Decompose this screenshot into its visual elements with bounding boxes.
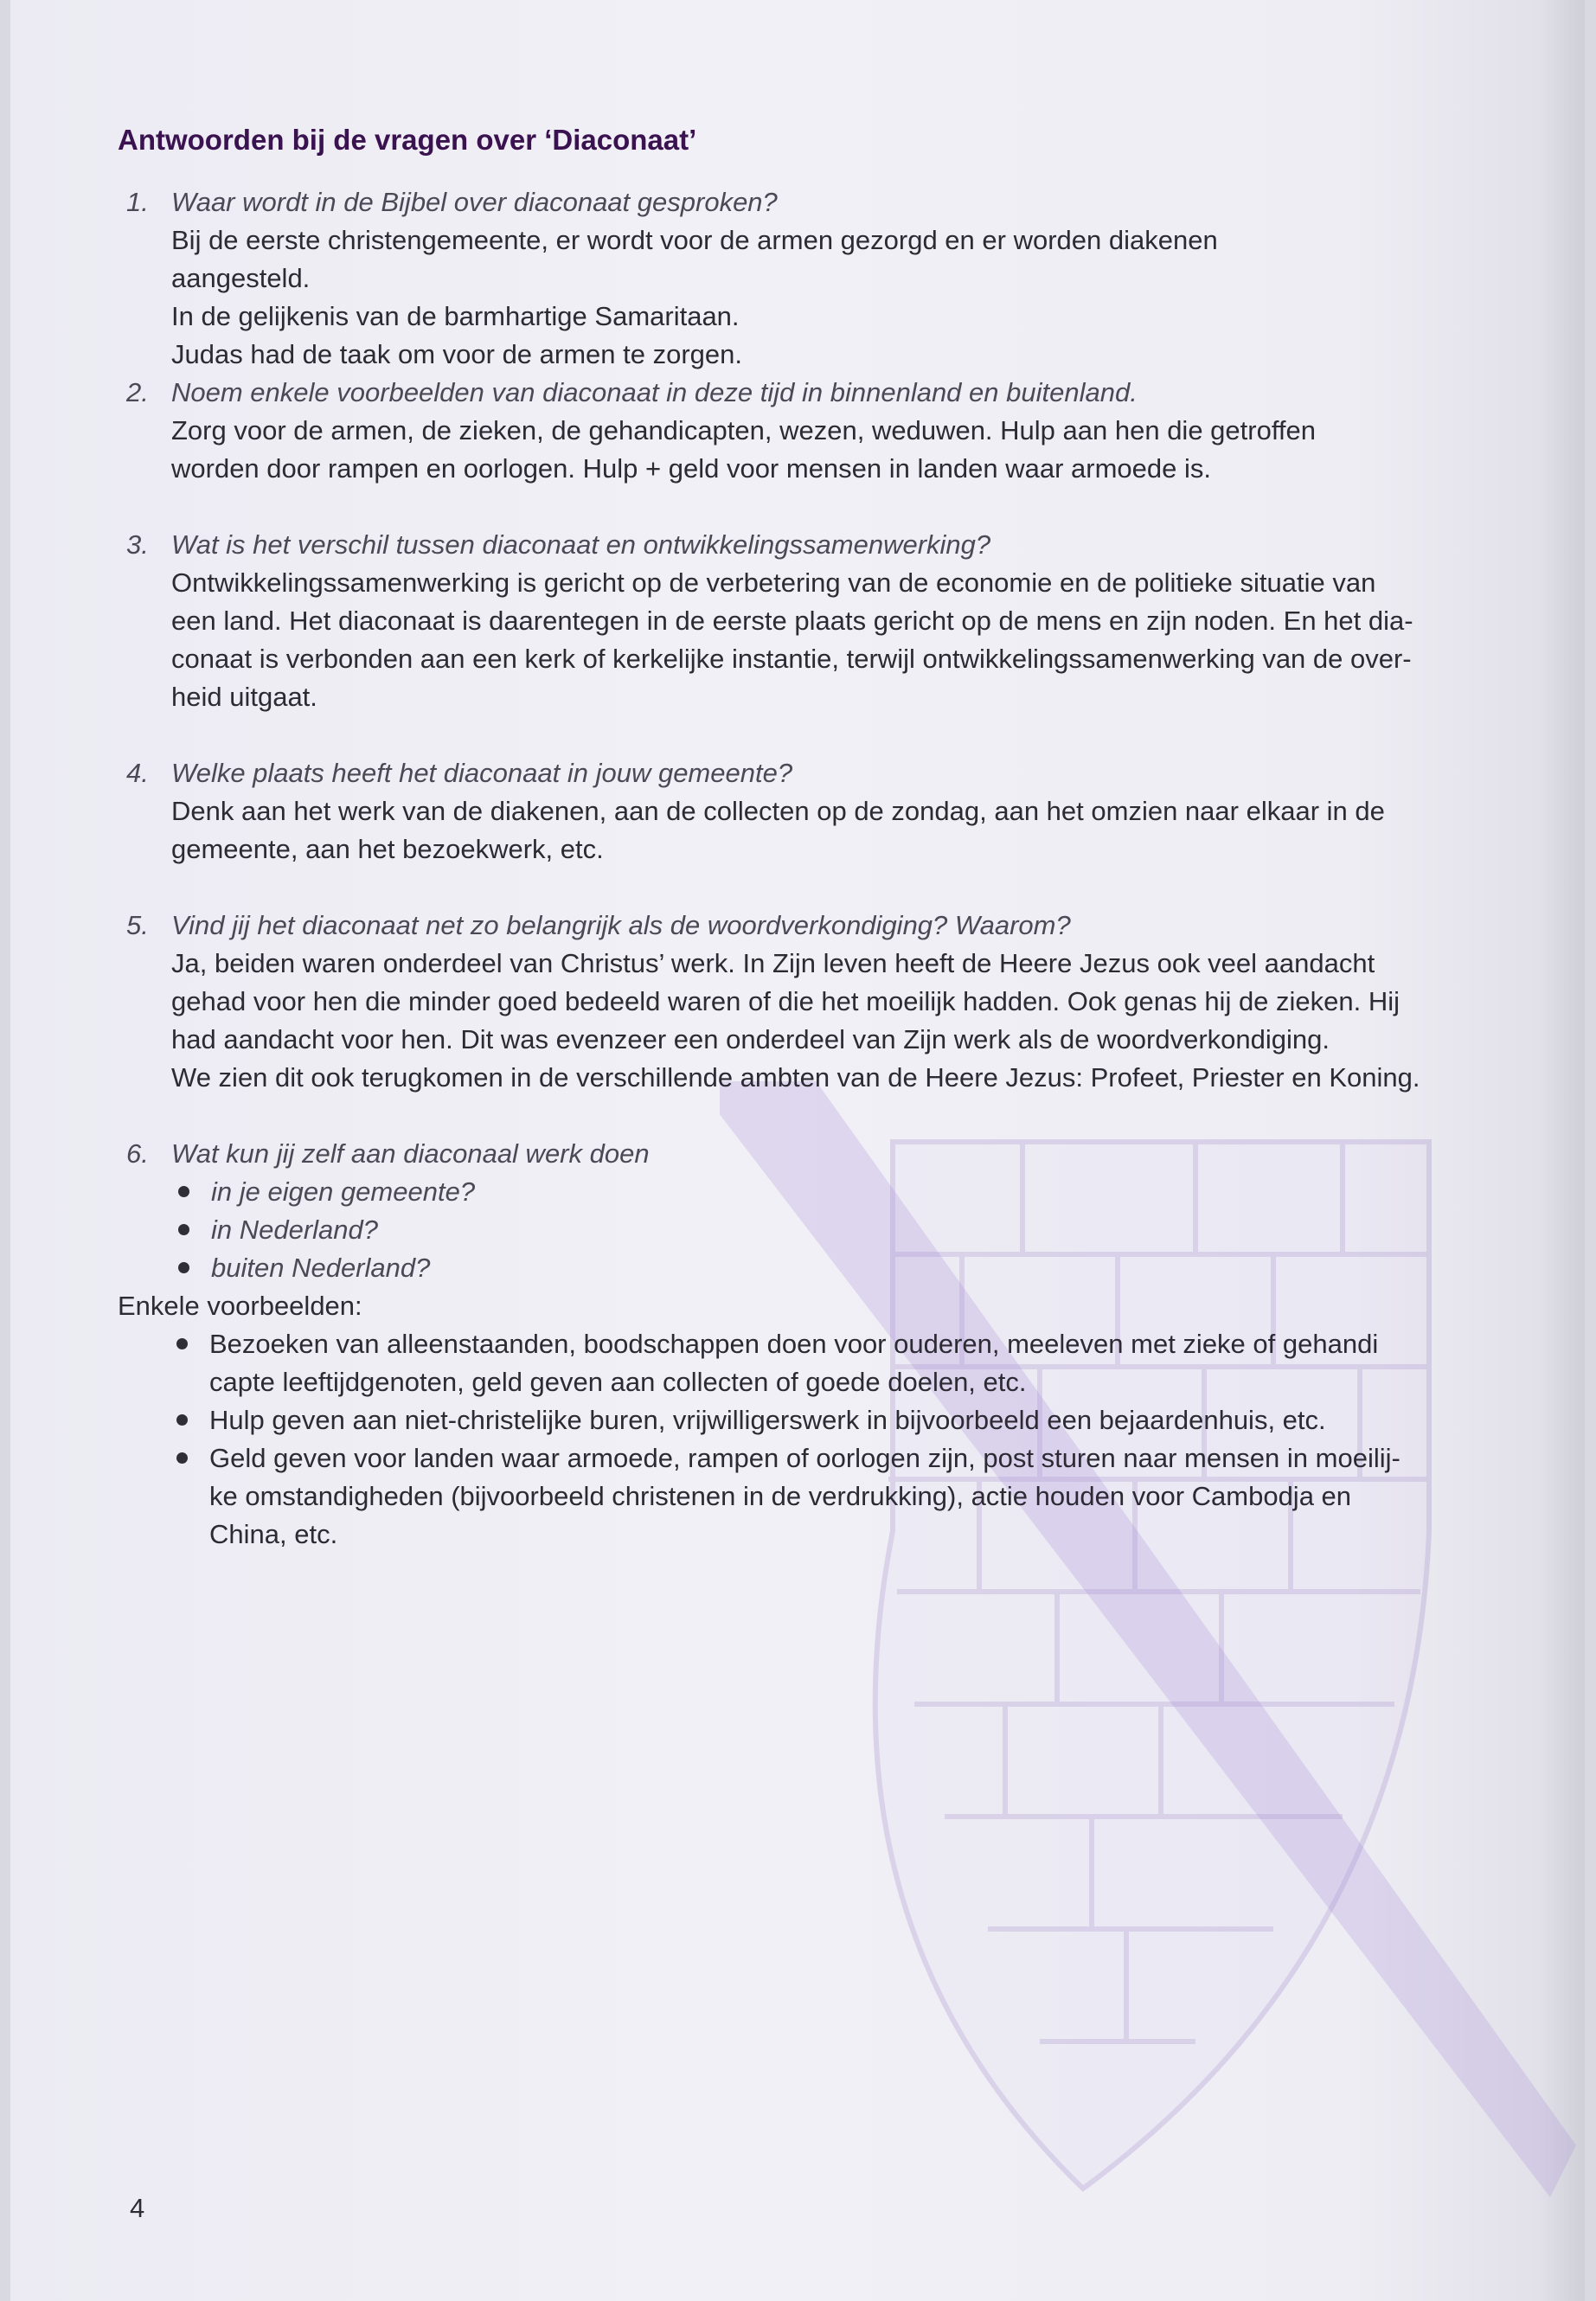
- list-item: [171, 1173, 1467, 1211]
- sub-question-text: in je eigen gemeente?: [211, 1176, 476, 1207]
- item-number: 2.: [126, 377, 149, 407]
- list-item: [171, 1249, 1467, 1287]
- answer-line: gemeente, aan het bezoekwerk, etc.: [171, 834, 604, 864]
- answer-line: worden door rampen en oorlogen. Hulp + geld voor mensen in landen waar armoede is.: [171, 453, 1211, 484]
- page-number: 4: [130, 2193, 145, 2223]
- answer-item-3: [118, 526, 1467, 716]
- item-number: 5.: [126, 910, 149, 940]
- sub-question-text: buiten Nederland?: [211, 1253, 431, 1283]
- answer-line: heid uitgaat.: [171, 682, 317, 712]
- answer-line: We zien dit ook terugkomen in de verschillende ambten van de Heere Jezus: Profeet, Priester en Koning.: [171, 1062, 1420, 1093]
- answer-line: Ontwikkelingssamenwerking is gericht op de verbetering van de economie en de politieke situatie van: [171, 567, 1376, 598]
- question-text: Wat is het verschil tussen diaconaat en ontwikkelingssamenwerking?: [171, 529, 991, 560]
- example-line: Hulp geven aan niet-christelijke buren, vrijwilligerswerk in bijvoorbeeld een bejaardenhuis, etc.: [209, 1405, 1326, 1435]
- answers-content: [118, 121, 1467, 1554]
- list-item: [171, 1211, 1467, 1249]
- answer-item-1: [118, 183, 1467, 374]
- example-line: China, etc.: [209, 1519, 338, 1549]
- item-number: 4.: [126, 758, 149, 788]
- answer-item-4: [118, 754, 1467, 868]
- bullet-icon: [178, 1262, 189, 1273]
- examples-list: [118, 1325, 1467, 1554]
- answer-line: een land. Het diaconaat is daarentegen in de eerste plaats gericht op de mens en zijn noden. En het dia-: [171, 606, 1413, 636]
- example-line: Bezoeken van alleenstaanden, boodschappen doen voor ouderen, meeleven met zieke of gehandi: [209, 1329, 1379, 1359]
- answer-line: Denk aan het werk van de diakenen, aan de collecten op de zondag, aan het omzien naar elkaar in de: [171, 796, 1385, 826]
- answer-line: Ja, beiden waren onderdeel van Christus’ werk. In Zijn leven heeft de Heere Jezus ook veel aandacht: [171, 948, 1375, 978]
- answer-line: had aandacht voor hen. Dit was evenzeer een onderdeel van Zijn werk als de woordverkondiging.: [171, 1024, 1330, 1054]
- examples-label: Enkele voorbeelden:: [118, 1291, 362, 1321]
- example-line: Geld geven voor landen waar armoede, rampen of oorlogen zijn, post sturen naar mensen in moeilij-: [209, 1443, 1401, 1473]
- answer-line: conaat is verbonden aan een kerk of kerkelijke instantie, terwijl ontwikkelingssamenwerking van de over-: [171, 644, 1412, 674]
- page-title: Antwoorden bij de vragen over ‘Diaconaat’: [118, 124, 697, 156]
- sub-question-list: [171, 1173, 1467, 1287]
- answer-line: Bij de eerste christengemeente, er wordt voor de armen gezorgd en er worden diakenen: [171, 225, 1218, 255]
- example-line: ke omstandigheden (bijvoorbeeld christenen in de verdrukking), actie houden voor Cambodja en: [209, 1481, 1352, 1511]
- answer-item-2: [118, 374, 1467, 488]
- question-text: Wat kun jij zelf aan diaconaal werk doen: [171, 1138, 650, 1169]
- answer-line: gehad voor hen die minder goed bedeeld waren of die het moeilijk hadden. Ook genas hij de zieken. Hij: [171, 986, 1401, 1016]
- item-number: 6.: [126, 1138, 149, 1169]
- question-text: Noem enkele voorbeelden van diaconaat in deze tijd in binnenland en buitenland.: [171, 377, 1138, 407]
- example-line: capte leeftijdgenoten, geld geven aan collecten of goede doelen, etc.: [209, 1367, 1027, 1397]
- item-number: 3.: [126, 529, 149, 560]
- answer-line: In de gelijkenis van de barmhartige Samaritaan.: [171, 301, 740, 331]
- answer-item-5: [118, 907, 1467, 1097]
- bullet-icon: [176, 1338, 188, 1349]
- list-item: [118, 1401, 1467, 1439]
- bullet-icon: [176, 1452, 188, 1464]
- list-item: [118, 1325, 1467, 1401]
- sub-question-text: in Nederland?: [211, 1215, 379, 1245]
- page: [10, 0, 1585, 2301]
- bullet-icon: [178, 1186, 189, 1197]
- item-number: 1.: [126, 187, 149, 217]
- bullet-icon: [178, 1224, 189, 1235]
- answer-line: Zorg voor de armen, de zieken, de gehandicapten, wezen, weduwen. Hulp aan hen die getroffen: [171, 415, 1316, 445]
- list-item: [118, 1439, 1467, 1554]
- question-text: Welke plaats heeft het diaconaat in jouw gemeente?: [171, 758, 793, 788]
- question-text: Vind jij het diaconaat net zo belangrijk als de woordverkondiging? Waarom?: [171, 910, 1071, 940]
- question-text: Waar wordt in de Bijbel over diaconaat gesproken?: [171, 187, 778, 217]
- answer-item-6: [118, 1135, 1467, 1287]
- bullet-icon: [176, 1414, 188, 1426]
- answer-line: aangesteld.: [171, 263, 311, 293]
- answer-line: Judas had de taak om voor de armen te zorgen.: [171, 339, 743, 369]
